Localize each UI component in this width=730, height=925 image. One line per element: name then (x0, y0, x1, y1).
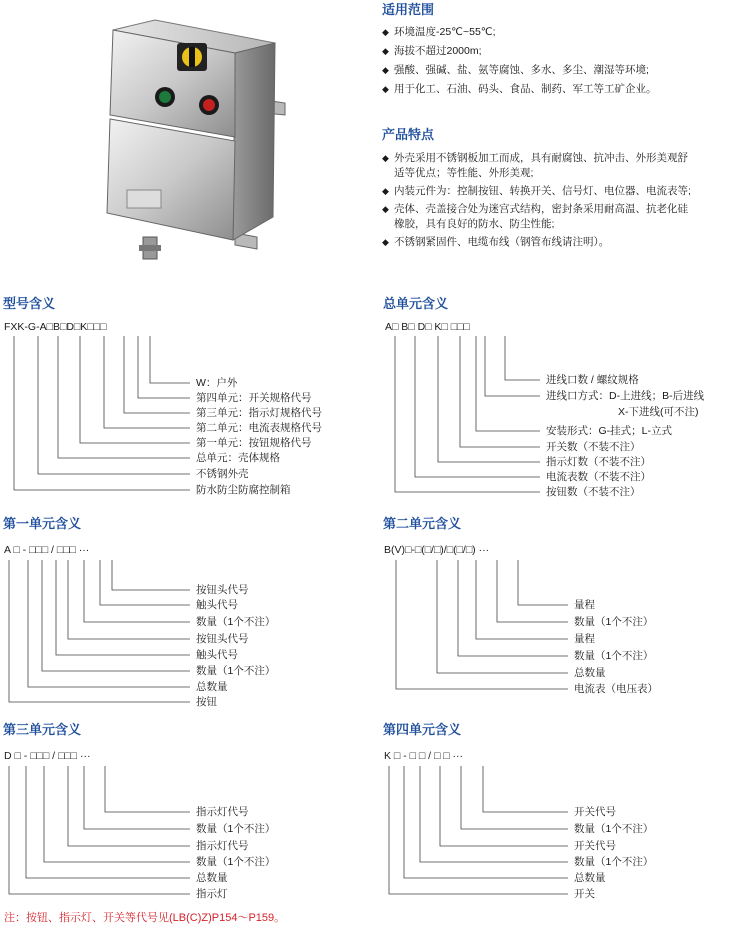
unit4-code: K □ - □ □ / □ □ ··· (384, 750, 463, 762)
total-label: 进线口数 / 螺纹规格 (546, 374, 639, 386)
unit1-label: 按钮 (196, 696, 217, 708)
list-item: ◆ 海拔不超过2000m; (382, 45, 482, 57)
list-item: ◆ 强酸、强碱、盐、氨等腐蚀、多水、多尘、潮湿等环境; (382, 64, 649, 76)
unit3-label: 数量（1个不注） (196, 856, 276, 868)
model-label: 第四单元：开关规格代号 (196, 392, 312, 404)
unit4-label: 总数量 (574, 872, 606, 884)
unit4-label: 数量（1个不注） (574, 856, 654, 868)
model-code: FXK-G-A□B□D□K□□□ (4, 321, 107, 333)
unit2-code: B(V)□-□(□/□)/□(□/□) ··· (384, 544, 490, 556)
list-item: ◆ 用于化工、石油、码头、食品、制药、军工等工矿企业。 (382, 83, 657, 95)
unit1-title: 第一单元含义 (3, 516, 82, 531)
model-label: 第三单元：指示灯规格代号 (196, 407, 322, 419)
unit1-label: 触头代号 (196, 649, 238, 661)
features-title: 产品特点 (382, 127, 435, 142)
unit1-label: 触头代号 (196, 599, 238, 611)
unit2-label: 量程 (574, 633, 595, 645)
unit2-label: 数量（1个不注） (574, 650, 654, 662)
list-item: ◆ 环境温度-25℃~55℃; (382, 26, 496, 38)
unit3-label: 总数量 (196, 872, 228, 884)
unit3-label: 数量（1个不注） (196, 823, 276, 835)
total-label: 开关数（不装不注） (546, 441, 641, 453)
unit1-label: 总数量 (196, 681, 228, 693)
total-label: 安装形式：G-挂式；L-立式 (546, 425, 672, 437)
unit1-label: 数量（1个不注） (196, 616, 276, 628)
unit4-label: 开关代号 (574, 806, 616, 818)
unit1-label: 按钮头代号 (196, 584, 249, 596)
model-label: 防水防尘防腐控制箱 (196, 484, 291, 496)
footnote: 注：按钮、指示灯、开关等代号见(LB(C)Z)P154～P159。 (4, 912, 286, 924)
unit2-label: 总数量 (574, 667, 606, 679)
unit4-label: 开关 (574, 888, 595, 900)
total-label: 电流表数（不装不注） (546, 471, 651, 483)
unit4-label: 数量（1个不注） (574, 823, 654, 835)
unit1-label: 按钮头代号 (196, 633, 249, 645)
model-label: 总单元：壳体规格 (196, 452, 280, 464)
total-title: 总单元含义 (383, 296, 449, 311)
unit3-title: 第三单元含义 (3, 722, 82, 737)
total-label: X-下进线(可不注) (618, 406, 699, 418)
total-label: 进线口方式：D-上进线；B-后进线 (546, 390, 705, 402)
product-photo (85, 5, 300, 270)
total-label: 指示灯数（不装不注） (546, 456, 651, 468)
list-item: ◆ 壳体、壳盖接合处为迷宫式结构，密封条采用耐高温、抗老化硅 橡胶，具有良好的防水、防尘性能; (382, 203, 688, 230)
unit4-label: 开关代号 (574, 840, 616, 852)
unit3-label: 指示灯代号 (196, 806, 249, 818)
unit3-label: 指示灯代号 (196, 840, 249, 852)
scope-title: 适用范围 (382, 2, 435, 17)
unit2-label: 电流表（电压表） (574, 683, 658, 695)
list-item: ◆ 内装元件为：控制按钮、转换开关、信号灯、电位器、电流表等; (382, 185, 691, 197)
model-label: 不锈钢外壳 (196, 468, 249, 480)
unit1-code: A □ - □□□ / □□□ ··· (4, 544, 90, 556)
unit2-title: 第二单元含义 (383, 516, 462, 531)
unit2-label: 量程 (574, 599, 595, 611)
model-label: 第二单元：电流表规格代号 (196, 422, 322, 434)
unit1-label: 数量（1个不注） (196, 665, 276, 677)
scope-list (382, 25, 727, 97)
model-label: 第一单元：按钮规格代号 (196, 437, 312, 449)
model-label: W：户外 (196, 377, 238, 389)
total-label: 按钮数（不装不注） (546, 486, 641, 498)
list-item: ◆ 外壳采用不锈钢板加工而成，具有耐腐蚀、抗冲击、外形美观舒 适等优点；等性能、外形美观; (382, 152, 688, 179)
unit3-label: 指示灯 (196, 888, 228, 900)
model-title: 型号含义 (3, 296, 56, 311)
total-code: A□ B□ D□ K□ □□□ (385, 321, 470, 333)
unit4-title: 第四单元含义 (383, 722, 462, 737)
list-item: ◆ 不锈钢紧固件、电缆布线（钢管布线请注明）。 (382, 236, 610, 248)
features-list (382, 151, 727, 250)
unit2-label: 数量（1个不注） (574, 616, 654, 628)
unit3-code: D □ - □□□ / □□□ ··· (4, 750, 91, 762)
